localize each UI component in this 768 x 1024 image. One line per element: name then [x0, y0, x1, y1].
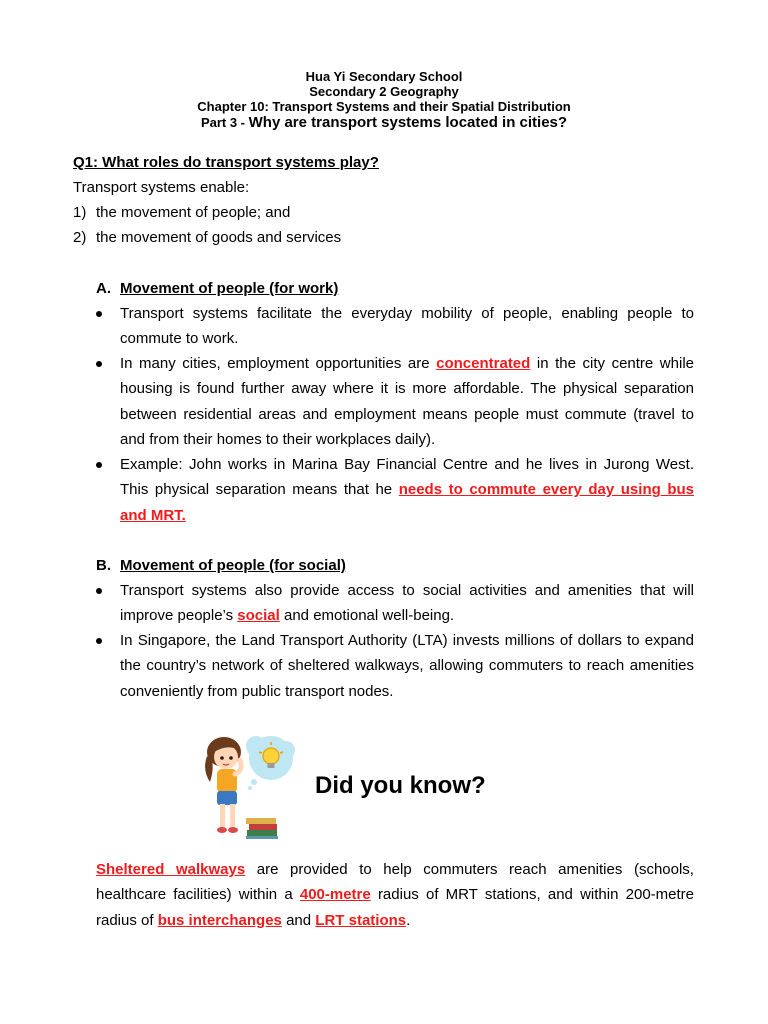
- bullet-icon: [96, 361, 104, 369]
- section-b-bullet-2: In Singapore, the Land Transport Authority (LTA) invests millions of dollars to expand the country’s network of sheltered walkways, allowing commuters to reach amenities conveniently from public transport nodes.: [120, 632, 694, 700]
- section-a-bullet-3: [120, 452, 694, 528]
- section-b-letter: B.: [96, 557, 111, 574]
- dyk-text: .: [406, 911, 411, 929]
- q1-intro: Transport systems enable:: [73, 179, 250, 196]
- q1-item-number: 2): [73, 229, 87, 246]
- bullet-icon: [96, 311, 104, 319]
- bullet-text: In many cities, employment opportunities are: [120, 355, 437, 372]
- books-icon: [246, 818, 278, 839]
- q1-question: Q1: What roles do transport systems play?: [73, 154, 379, 171]
- keyword-bus-interchanges: bus interchanges: [157, 911, 282, 929]
- part-question: Why are transport systems located in cities?: [248, 114, 568, 131]
- dyk-text: radius of MRT stations, and within 200-metre radius of: [96, 886, 694, 929]
- did-you-know-text: [96, 857, 694, 933]
- q1-item-text: the movement of goods and services: [96, 229, 342, 246]
- dyk-text: and: [281, 911, 316, 929]
- bullet-icon: [96, 588, 104, 596]
- section-b-bullet-1: [120, 578, 694, 629]
- section-a-heading: Movement of people (for work): [120, 280, 339, 297]
- q1-item-text: the movement of people; and: [96, 204, 291, 221]
- part-prefix: Part 3 -: [200, 115, 249, 130]
- keyword-400-metre: 400-metre: [299, 886, 371, 904]
- lightbulb-icon: [246, 736, 295, 790]
- did-you-know-title: Did you know?: [315, 772, 486, 799]
- keyword-social: social: [237, 607, 280, 625]
- q1-item: [73, 203, 291, 223]
- bullet-text: and emotional well-being.: [279, 607, 455, 625]
- bullet-text: Example: John works in Marina Bay Financial Centre and he lives in Jurong West. This physical separation means that he: [120, 456, 694, 499]
- keyword-commute: needs to commute every day using bus and MRT.: [120, 481, 694, 524]
- keyword-lrt-stations: LRT stations: [315, 911, 407, 929]
- keyword-sheltered-walkways: Sheltered walkways: [96, 861, 246, 878]
- section-a-bullet-2: [120, 351, 694, 452]
- part-title: [0, 115, 768, 130]
- dyk-text: are provided to help commuters reach amenities (schools, healthcare facilities) within a: [96, 861, 694, 904]
- section-b-heading: Movement of people (for social): [120, 557, 346, 574]
- bullet-text: Transport systems also provide access to social activities and amenities that will improve people’s: [120, 582, 694, 625]
- q1-item: [73, 228, 342, 248]
- section-a-letter: A.: [96, 280, 111, 297]
- section-a-bullet-1: Transport systems facilitate the everyday mobility of people, enabling people to commute to work.: [120, 305, 694, 348]
- course-level: Secondary 2 Geography: [309, 84, 459, 99]
- school-name: Hua Yi Secondary School: [305, 69, 463, 84]
- chapter-title: Chapter 10: Transport Systems and their Spatial Distribution: [197, 99, 571, 114]
- bullet-icon: [96, 638, 104, 646]
- girl-thinking-illustration: [198, 730, 298, 842]
- bullet-text: in the city centre while housing is found further away where it is more affordable. The physical separation between residential areas and employment means people must commute (travel to and from their homes to their workplaces daily).: [120, 355, 694, 448]
- keyword-concentrated: concentrated: [436, 355, 531, 372]
- bullet-icon: [96, 462, 104, 470]
- q1-item-number: 1): [73, 204, 87, 221]
